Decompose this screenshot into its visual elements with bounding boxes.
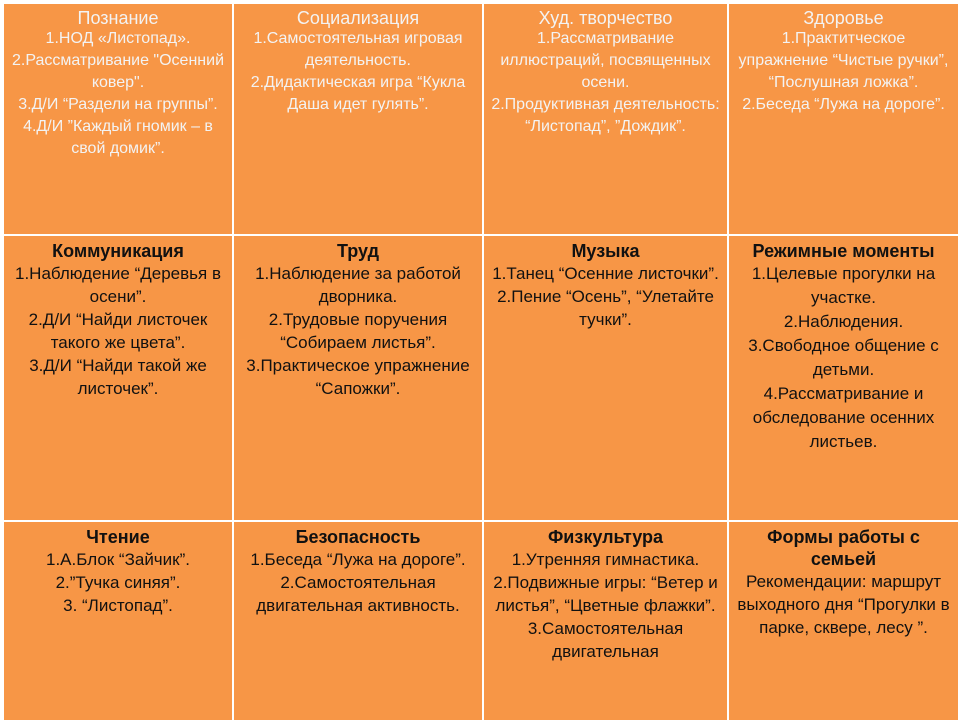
cell-text: 1.Наблюдение “Деревья в осени”. 2.Д/И “Найди листочек такого же цвета”. 3.Д/И “Найди такой же листочек”. — [14, 264, 221, 398]
cell-reading — [3, 521, 233, 720]
cell-labor — [233, 235, 483, 521]
cell-title: Формы работы с семьей — [767, 527, 920, 569]
cell-text: 1.НОД «Листопад». 2.Рассматривание "Осенний ковер". 3.Д/И “Раздели на группы”. 4.Д/И ”Каждый гномик – в свой домик”. — [12, 30, 224, 157]
cell-text: 1.Самостоятельная игровая деятельность. 2.Дидактическая игра “Кукла Даша идет гулять”. — [250, 30, 466, 113]
cell-safety — [233, 521, 483, 720]
cell-text: 1.Целевые прогулки на участке. 2.Наблюдения. 3.Свободное общение с детьми. 4.Рассматривание и обследование осенних листьев. — [748, 264, 939, 451]
cell-text: 1.Рассматривание иллюстраций, посвященных осени. 2.Продуктивная деятельность: “Листопад”, ”Дождик”. — [491, 30, 720, 135]
cell-health — [728, 3, 959, 235]
cell-title: Музыка — [571, 241, 640, 261]
table-row — [3, 3, 959, 235]
cell-socialization — [233, 3, 483, 235]
cell-title: Чтение — [86, 527, 150, 547]
cell-art — [483, 3, 728, 235]
cell-text: 1.Практитческое упражнение “Чистые ручки”, “Послушная ложка”. 2.Беседа “Лужа на дороге”. — [738, 30, 949, 113]
cell-physical-education — [483, 521, 728, 720]
table-row — [3, 521, 959, 720]
cell-title: Худ. творчество — [538, 8, 673, 28]
cell-text: 1.А.Блок “Зайчик”. 2.”Тучка синяя”. 3. “Листопад”. — [46, 550, 190, 615]
table-row — [3, 235, 959, 521]
cell-cognition — [3, 3, 233, 235]
cell-title: Коммуникация — [52, 241, 184, 261]
cell-title: Познание — [77, 8, 159, 28]
cell-text: 1.Утренняя гимнастика. 2.Подвижные игры: “Ветер и листья”, “Цветные флажки”. 3.Самостоятельная двигательная — [493, 550, 718, 661]
cell-text: 1.Наблюдение за работой дворника. 2.Трудовые поручения “Собираем листья”. 3.Практическое упражнение “Сапожки”. — [246, 264, 470, 398]
cell-title: Труд — [336, 241, 380, 261]
cell-music — [483, 235, 728, 521]
cell-text: 1.Беседа “Лужа на дороге”. 2.Самостоятельная двигательная активность. — [250, 550, 466, 615]
cell-title: Здоровье — [803, 8, 884, 28]
cell-title: Физкультура — [547, 527, 664, 547]
cell-text: 1.Танец “Осенние листочки”. 2.Пение “Осень”, “Улетайте тучки”. — [492, 264, 719, 329]
cell-title: Безопасность — [295, 527, 421, 547]
cell-family — [728, 521, 959, 720]
cell-text: Рекомендации: маршрут выходного дня “Прогулки в парке, сквере, лесу ”. — [737, 572, 950, 637]
cell-routine — [728, 235, 959, 521]
cell-title: Социализация — [296, 8, 420, 28]
activity-table — [2, 2, 960, 720]
cell-communication — [3, 235, 233, 521]
cell-title: Режимные моменты — [752, 241, 935, 261]
